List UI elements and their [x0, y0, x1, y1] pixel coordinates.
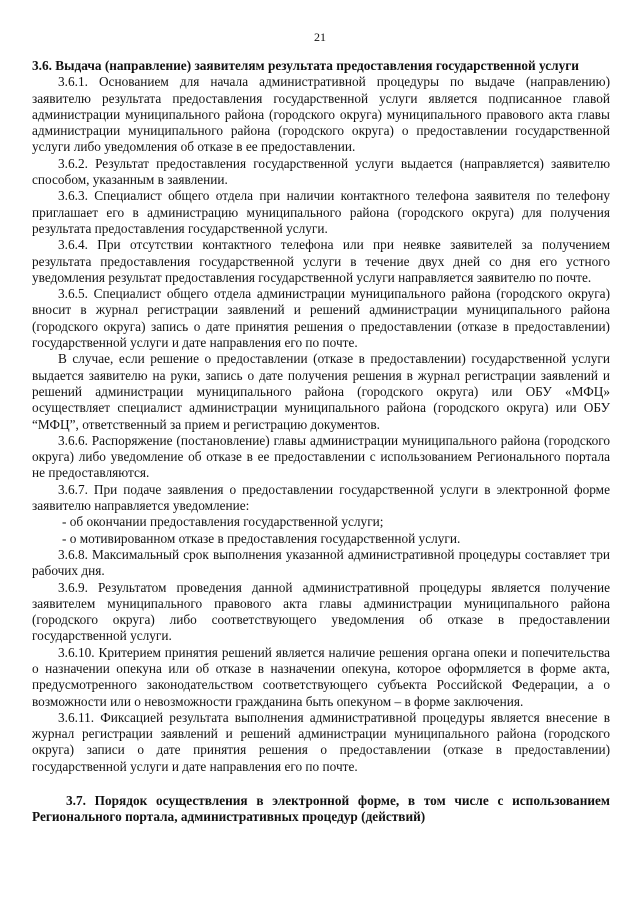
paragraph-3-6-2: 3.6.2. Результат предоставления государственной услуги выдается (направляется) заявителю способом, указанным в заявлении.	[32, 155, 610, 188]
document-body	[32, 58, 610, 826]
paragraph-3-6-5: 3.6.5. Специалист общего отдела администрации муниципального района (городского округа) вносит в журнал регистрации заявлений и решений администрации муниципального района (городского округа) запись о дате принятия решения о предоставлении (отказе в предоставлении) государственной услуги и дате направления его по почте.	[32, 286, 610, 351]
paragraph-3-6-7: 3.6.7. При подаче заявления о предоставлении государственной услуги в электронной форме заявителю направляется уведомление:	[32, 481, 610, 514]
list-item-notification-refusal: - о мотивированном отказе в предоставления государственной услуги.	[62, 530, 461, 546]
paragraph-3-6-6: 3.6.6. Распоряжение (постановление) главы администрации муниципального района (городского округа) либо уведомление об отказе в ее предоставлении с использованием Регионального портала не предоставляются.	[32, 432, 610, 481]
paragraph-3-6-8: 3.6.8. Максимальный срок выполнения указанной административной процедуры составляет три рабочих дня.	[32, 546, 610, 579]
list-item-notification-completion: - об окончании предоставления государственной услуги;	[62, 514, 384, 530]
paragraph-3-6-5-case: В случае, если решение о предоставлении (отказе в предоставлении) государственной услуги выдается заявителю на руки, запись о дате получения решения в журнал регистрации заявлений и решений администрации муниципального района (городского округа) или ОБУ «МФЦ» осуществляет специалист администрации муниципального района (городского округа) или ОБУ “МФЦ”, ответственный за прием и регистрацию документов.	[32, 351, 610, 432]
paragraph-3-6-10: 3.6.10. Критерием принятия решений является наличие решения органа опеки и попечительства о назначении опекуна или об отказе в назначении опекуна, которое оформляется в форме акта, предусмотренного законодательством соответствующего субъекта Российской Федерации, а о возможности или о невозможности гражданина быть опекуном – в форме заключения.	[32, 644, 610, 709]
paragraph-3-6-4: 3.6.4. При отсутствии контактного телефона или при неявке заявителей за получением результата предоставления государственной услуги в течение двух дней со дня его устного уведомления результат предоставления государственной услуги направляется заявителю по почте.	[32, 237, 610, 285]
paragraph-3-6-3: 3.6.3. Специалист общего отдела при наличии контактного телефона заявителя по телефону приглашает его в администрацию муниципального района (городского округа) для получения результата предоставления государственной услуги.	[32, 188, 610, 236]
page-number: 21	[314, 30, 326, 44]
paragraph-3-6-9: 3.6.9. Результатом проведения данной административной процедуры является получение заявителем муниципального правового акта главы администрации муниципального района (городского округа) либо соответствующего уведомления об отказе в предоставлении государственной услуги.	[32, 579, 610, 644]
paragraph-3-6-11: 3.6.11. Фиксацией результата выполнения административной процедуры является внесение в журнал регистрации заявлений и решений администрации муниципального района (городского округа) записи о дате принятия решения о предоставлении (отказе в предоставлении) государственной услуги и дате направления его по почте.	[32, 709, 610, 774]
section-heading-3-7: 3.7. Порядок осуществления в электронной форме, в том числе с использованием Регионального портала, административных процедур (действий)	[32, 793, 610, 825]
section-heading-3-6: 3.6. Выдача (направление) заявителям результата предоставления государственной услуги	[32, 58, 579, 73]
paragraph-3-6-1: 3.6.1. Основанием для начала административной процедуры по выдаче (направлению) заявителю результата предоставления государственной услуги является подписанное главой администрации муниципального района (городского округа) муниципального правового акта главы администрации муниципального района (городского округа) о предоставлении государственной услуги либо уведомления об отказе в ее предоставлении.	[32, 74, 610, 155]
